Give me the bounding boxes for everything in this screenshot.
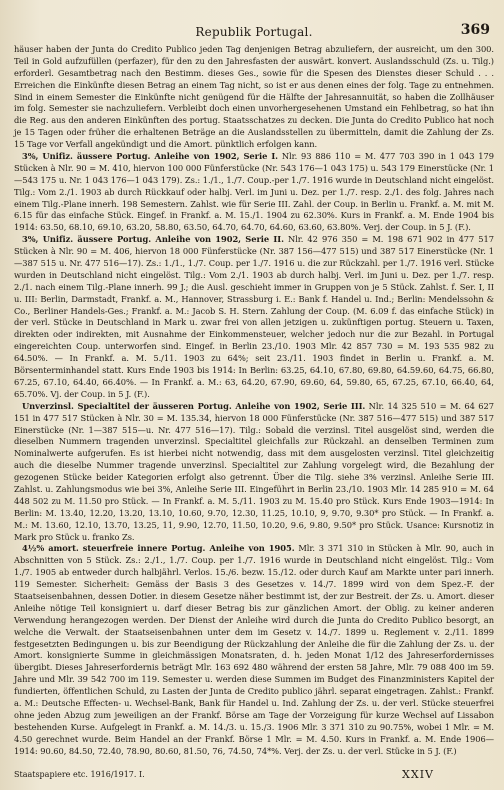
document-body (14, 44, 494, 757)
paragraph-text: häuser haben der Junta do Credito Publico jeden Tag denjenigen Betrag abzuliefern, der ausreicht, um den 300. Teil in Gold aufzufüllen (perfazer), für den zu den Jahresfasten der auswärt. konvert. Auslandsschuld (Zs. u. Tilg.) erforderl. Gesamtbetrag nach den Bestimm. dieses Ges., sowie für die Spesen des Dienstes dieser Schuld . . . Erreichen die Einkünfte diesen Betrag an einem Tag nicht, so ist er aus denen eines der folg. Tage zu entnehmen. Sind in einem Semester die Einkünfte nicht genügend für die Hälfte der Jahresannuität, so haben die Zollhäuser im folg. Semester sie nachzuliefern. Verbleibt doch einen unvorhergesehenen Umstand ein Fehlbetrag, so hat ihn die Reg. aus den anderen Einkünften des portug. Staatsschatzes zu decken. Die Junta do Credito Publico hat noch je 15 Tagen oder früher die erhaltenen Beträge an die Auslandsstellen zu übermitteln, damit die Zahlung der Zs. 15 Tage vor Verfall angekündigt und die Amort. pünktlich erfolgen kann. (14, 44, 494, 150)
paragraph (14, 151, 494, 234)
paragraph (14, 543, 494, 757)
paragraph (14, 401, 494, 544)
paragraph-text: Nlr. 42 976 350 = M. 198 671 902 in 477 517 Stücken à Nlr. 90 = M. 406, hiervon 18 000 Fünferstücke (Nr. 387 156—477 515) und 387 517 Einerstücke (Nr. 1—387 515 u. Nr. 477 516—17). Zs.: 1./1., 1./7. Coup. per 1./7. 1916 u. die zur Rückzahl. per 1./7. 1916 verl. Stücke wurden in Deutschland nicht eingelöst. Tilg.: Vom 2./1. 1903 ab durch halbj. Verl. im Juni u. Dez. per 1./7. resp. 2./1. nach einem Tilg.-Plane innerh. 99 J.; die Ausl. geschieht immer in Gruppen von je 5 Stück. Zahlst. f. Ser. I, II u. III: Berlin, Darmstadt, Frankf. a. M., Hannover, Strassburg i. E.: Bank f. Handel u. Ind.; Berlin: Mendelssohn & Co., Berliner Handels-Ges.; Frankf. a. M.: Jacob S. H. Stern. Zahlung der Coup. (M. 6.09 f. das einfache Stück) in der verl. Stücke in Deutschland in Mark u. zwar frei von allen jetzigen u. zukünftigen portug. Steuern u. Taxen, direkten oder indirekten, mit Ausnahme der Einkommensteuer, welcher jedoch nur die zur Bezahl. in Portugal eingereichten Coup. unterworfen sind. Eingef. in Berlin 23./10. 1903 Mlr. 42 857 730 = M. 193 535 982 zu 64.50%. — In Frankf. a. M. 5./11. 1903 zu 64%; seit 23./11. 1903 findet in Berlin u. Frankf. a. M. Börsenterminhandel statt. Kurs Ende 1903 bis 1914: In Berlin: 63.25, 64.10, 67.80, 69.80, 64.59.60, 64.75, 66.80, 67.25, 67.10, 64.40, 66.40%. — In Frankf. a. M.: 63, 64.20, 67.90, 69.60, 64, 59.80, 65, 67.25, 67.10, 66.40, 64, 65.70%. Vj. der Coup. in 5 J. (F.). (14, 234, 494, 399)
paragraph-lead: Unverzinsl. Specialtitel der äusseren Portug. Anleihe von 1902, Serie III. (22, 400, 366, 411)
page-title: Republik Portugal. (195, 25, 313, 39)
paragraph (14, 234, 494, 400)
footer-signature: XXIV (402, 768, 434, 781)
page-header (14, 22, 494, 42)
paragraph-text: Mlr. 3 371 310 in Stücken à Mlr. 90, auch in Abschnitten von 5 Stück. Zs.: 2./1., 1./7. Coup. per 1./7. 1916 wurde in Deutschland nicht eingelöst. Tilg.: Vom 1./7. 1905 ab entweder durch halbjährl. Verlos. 15./6. bezw. 15./12. oder durch Kauf am Markte unter pari innerh. 119 Semester. Sicherheit: Gemäss der Basis 3 des Gesetzes v. 14./7. 1899 wird von dem Spez.-F. der Staatseisenbahnen, dessen Dotier. in diesem Gesetze näher bestimmt ist, der zur Bestreit. der Zs. u. Amort. dieser Anleihe nötige Teil konsigniert u. darf dieser Betrag bis zur gänzlichen Amort. der Oblig. zu keiner anderen Verwendung herangezogen werden. Der Dienst der Anleihe wird durch die Junta do Credito Publico besorgt, an welche die Verwalt. der Staatseisenbahnen unter dem im Gesetz v. 14./7. 1899 u. Reglement v. 2./11. 1899 festgesetzten Bedingungen u. bis zur Beendigung der Rückzahlung der Anleihe die für die Zahlung der Zs. u. der Amort. konsignierte Summe in gleichmässigen Monatsraten, d. h. jeden Monat 1/12 des Jahreserfordernisses übergibt. Dieses Jahreserfordernis beträgt Mlr. 163 692 480 während der ersten 58 Jahre, Mlr. 79 088 400 im 59. Jahre und Mlr. 39 542 700 im 119. Semester u. werden diese Summen im Budget des Finanzministers Kapitel der fundierten, öffentlichen Schuld, zu Lasten der Junta de Credito publico jährl. separat eingetragen. Zahlst.: Frankf. a. M.: Deutsche Effecten- u. Wechsel-Bank, Bank für Handel u. Ind. Zahlung der Zs. u. der verl. Stücke steuerfrei ohne jeden Abzug zum jeweiligen an der Frankf. Börse am Tage der Vorzeigung für kurze Wechsel auf Lissabon bestehenden Kurse. Aufgelegt in Frankf. a. M. 14./3. u. 15./3. 1906 Mlr. 3 371 310 zu 90.75%, wobei 1 Mlr. = M. 4.50 gerechnet wurde. Beim Handel an der Frankf. Börse 1 Mlr. = M. 4.50. Kurs in Frankf. a. M. Ende 1906—1914: 90.60, 84.50, 72.40, 78.90, 80.60, 81.50, 76, 74.50, 74*%. Verj. der Zs. u. der verl. Stücke in 5 J. (F.) (14, 543, 494, 756)
paragraph-lead: 3%, Unifiz. äussere Portug. Anleihe von 1902, Serie I. (22, 151, 279, 162)
page-footer (14, 768, 494, 782)
footer-source: Staatspapiere etc. 1916/1917. I. (14, 770, 145, 779)
paragraph-lead: 3%, Unifiz. äussere Portug. Anleihe von 1902, Serie II. (22, 234, 284, 245)
paragraph-text: Nlr. 14 325 510 = M. 64 627 151 in 477 517 Stücken à Nlr. 30 = M. 135.34, hiervon 18 000 Fünferstücke (Nr. 387 516—477 515) und 387 517 Einerstücke (Nr. 1—387 515—u. Nr. 477 516—17). Tilg.: Sobald die verzinsl. Titel ausgelöst sind, werden die dieselben Nummern tragenden unverzinsl. Specialtitel gleichfalls zur Rückzahl. an denselben Terminen zum Nominalwerte aufgerufen. Es ist hierbei nicht notwendig, dass mit dem ausgelosten verzinsl. Titel gleichzeitig auch die dieselbe Nummer tragende unverzinsl. Specialtitel zur Zahlung vorgelegt wird, die Bezahlung der gezogenen Stücke beider Kategorien erfolgt also getrennt. Über die Tilg. siehe 3% verzinsl. Anleihe Serie III. Zahlst. u. Zahlungsmodus wie bei 3%, Anleihe Serie III. Eingeführt in Berlin 23./10. 1903 Mlr. 14 285 910 = M. 64 448 502 zu M. 11.50 pro Stück. — In Frankf. a. M. 5./11. 1903 zu M. 15.40 pro Stück. Kurs Ende 1903—1914: In Berlin: M. 13.40, 12.20, 13.20, 13.10, 10.60, 9.70, 12.30, 11.25, 10.10, 9, 9.70, 9.30* pro Stück. — In Frankf. a. M.: M. 13.60, 12.10, 13.70, 13.25, 11, 9.90, 12.70, 11.50, 10.20, 9.6, 9.80, 9.50* pro Stück. Usance: Kursnotiz in Mark pro Stück u. franko Zs. (14, 400, 494, 542)
paragraph-text: Nlr. 93 886 110 = M. 477 703 390 in 1 043 179 Stücken à Nlr. 90 = M. 410, hiervon 100 000 Fünferstücke (Nr. 543 176—1 043 175) u. 543 179 Einerstücke (Nr. 1—543 175 u. Nr. 1 043 176—1 043 179). Zs.: 1./1., 1./7. Coup.-per 1./7. 1916 wurde in Deutschland nicht eingelöst. Tilg.: Vom 2./1. 1903 ab durch Rückkauf oder halbj. Verl. im Juni u. Dez. per 1./7. resp. 2./1. des folg. Jahres nach einem Tilg.-Plane innerh. 198 Semestern. Zahlst. wie für Serie III. Zahl. der Coup. in Berlin u. Frankf. a. M. mit M. 6.15 für das einfache Stück. Eingef. in Frankf. a. M. 15./1. 1904 zu 62.30%. Kurs in Frankf. a. M. Ende 1904 bis 1914: 63.50, 68.10, 69.10, 63.20, 58.80, 63.50, 64.70, 64.70, 64.60, 63.60, 63.80%. Verj. der Coup. in 5 J. (F.). (14, 151, 494, 233)
paragraph-lead: 4½% amort. steuerfreie innere Portug. Anleihe von 1905. (22, 543, 295, 554)
page-number: 369 (460, 22, 490, 38)
paragraph (14, 44, 494, 151)
